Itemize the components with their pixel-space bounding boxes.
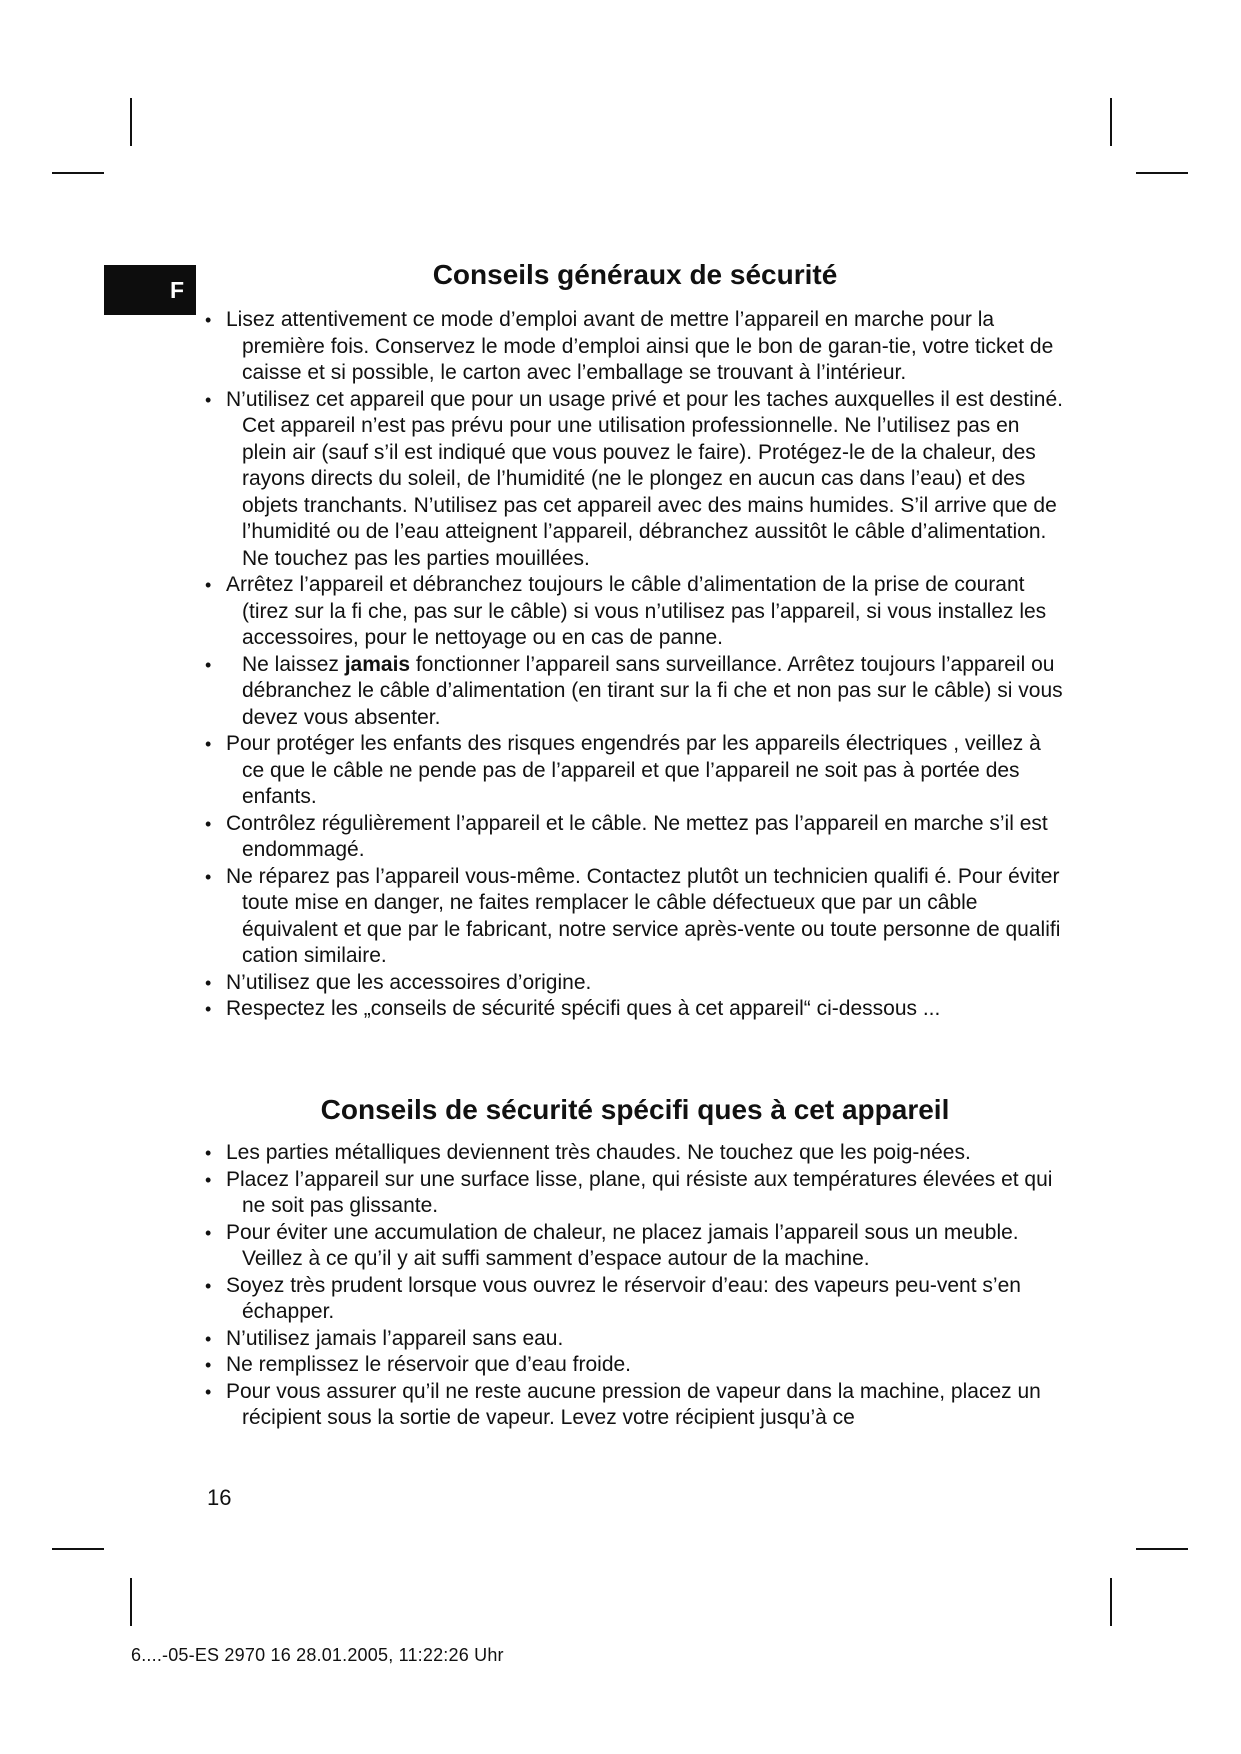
list-item: • Contrôlez régulièrement l’appareil et le câble. Ne mettez pas l’appareil en marche s’il est endommagé.	[205, 811, 1065, 864]
list-item: • Pour protéger les enfants des risques engendrés par les appareils électriques , veillez à ce que le câble ne pende pas de l’appareil et que l’appareil ne soit pas à portée des enfants.	[205, 731, 1065, 811]
list-item-emphasis: jamais	[344, 652, 411, 676]
crop-mark-top-left-vertical	[130, 98, 132, 146]
crop-mark-bottom-left-horizontal	[52, 1548, 104, 1550]
print-footer: 6....-05-ES 2970 16 28.01.2005, 11:22:26 Uhr	[131, 1645, 504, 1665]
list-item: • Respectez les „conseils de sécurité spécifi ques à cet appareil“ ci-dessous ...	[205, 996, 1065, 1023]
page-number: 16	[207, 1485, 232, 1510]
list-item: • Pour vous assurer qu’il ne reste aucune pression de vapeur dans la machine, placez un récipient sous la sortie de vapeur. Levez votre récipient jusqu’à ce	[205, 1379, 1065, 1432]
crop-mark-bottom-right-vertical	[1110, 1578, 1112, 1626]
section-title-specific-safety: Conseils de sécurité spécifi ques à cet appareil	[320, 1094, 950, 1125]
crop-mark-top-right-vertical	[1110, 98, 1112, 146]
section-title-general-safety: Conseils généraux de sécurité	[432, 259, 838, 290]
list-item: • N’utilisez que les accessoires d’origine.	[205, 970, 1065, 997]
list-item: • Pour éviter une accumulation de chaleur, ne placez jamais l’appareil sous un meuble. Veillez à ce qu’il y ait suffi samment d’espace autour de la machine.	[205, 1220, 1065, 1273]
crop-mark-top-left-horizontal	[52, 172, 104, 174]
list-item: • Arrêtez l’appareil et débranchez toujours le câble d’alimentation de la prise de courant (tirez sur la fi che, pas sur le câble) si vous n’utilisez pas l’appareil, si vous installez les accessoires, pour le nettoyage ou en cas de panne.	[205, 572, 1065, 652]
list-item: • Ne réparez pas l’appareil vous-même. Contactez plutôt un technicien qualifi é. Pour éviter toute mise en danger, ne faites remplacer le câble défectueux que par un câble équivalent et que par le fabricant, notre service après-vente ou toute personne de qualifi cation similaire.	[205, 864, 1065, 970]
list-item: • Ne remplissez le réservoir que d’eau froide.	[205, 1352, 1065, 1379]
list-item: • N’utilisez cet appareil que pour un usage privé et pour les taches auxquelles il est destiné. Cet appareil n’est pas prévu pour une utilisation professionnelle. Ne l’utilisez pas en plein air (sauf s’il est indiqué que vous pouvez le faire). Protégez-le de la chaleur, des rayons directs du soleil, de l’humidité (ne le plongez en aucun cas dans l’eau) et des objets tranchants. N’utilisez pas cet appareil avec des mains humides. S’il arrive que de l’humidité ou de l’eau atteignent l’appareil, débranchez aussitôt le câble d’alimentation. Ne touchez pas les parties mouillées.	[205, 387, 1065, 573]
crop-mark-bottom-right-horizontal	[1136, 1548, 1188, 1550]
crop-mark-top-right-horizontal	[1136, 172, 1188, 174]
list-item	[205, 652, 1065, 732]
list-item: • N’utilisez jamais l’appareil sans eau.	[205, 1326, 1065, 1353]
crop-mark-bottom-left-vertical	[130, 1578, 132, 1626]
list-item: • Lisez attentivement ce mode d’emploi avant de mettre l’appareil en marche pour la première fois. Conservez le mode d’emploi ainsi que le bon de garan-tie, votre ticket de caisse et si possible, le carton avec l’emballage se trouvant à l’intérieur.	[205, 307, 1065, 387]
specific-safety-list	[205, 1140, 1065, 1432]
list-item-text: Ne laissez	[242, 652, 345, 676]
list-item: • Les parties métalliques deviennent très chaudes. Ne touchez que les poig-nées.	[205, 1140, 1065, 1167]
general-safety-list	[205, 307, 1065, 1023]
list-item: • Soyez très prudent lorsque vous ouvrez le réservoir d’eau: des vapeurs peu-vent s’en échapper.	[205, 1273, 1065, 1326]
language-tab: F	[104, 265, 196, 315]
list-item: • Placez l’appareil sur une surface lisse, plane, qui résiste aux températures élevées et qui ne soit pas glissante.	[205, 1167, 1065, 1220]
list-item-text: fonctionner l’appareil sans surveillance. Arrêtez toujours l’appareil ou débranchez le câble d’alimentation (en tirant sur la fi che et non pas sur le câble) si vous devez vous absenter.	[242, 652, 1063, 729]
